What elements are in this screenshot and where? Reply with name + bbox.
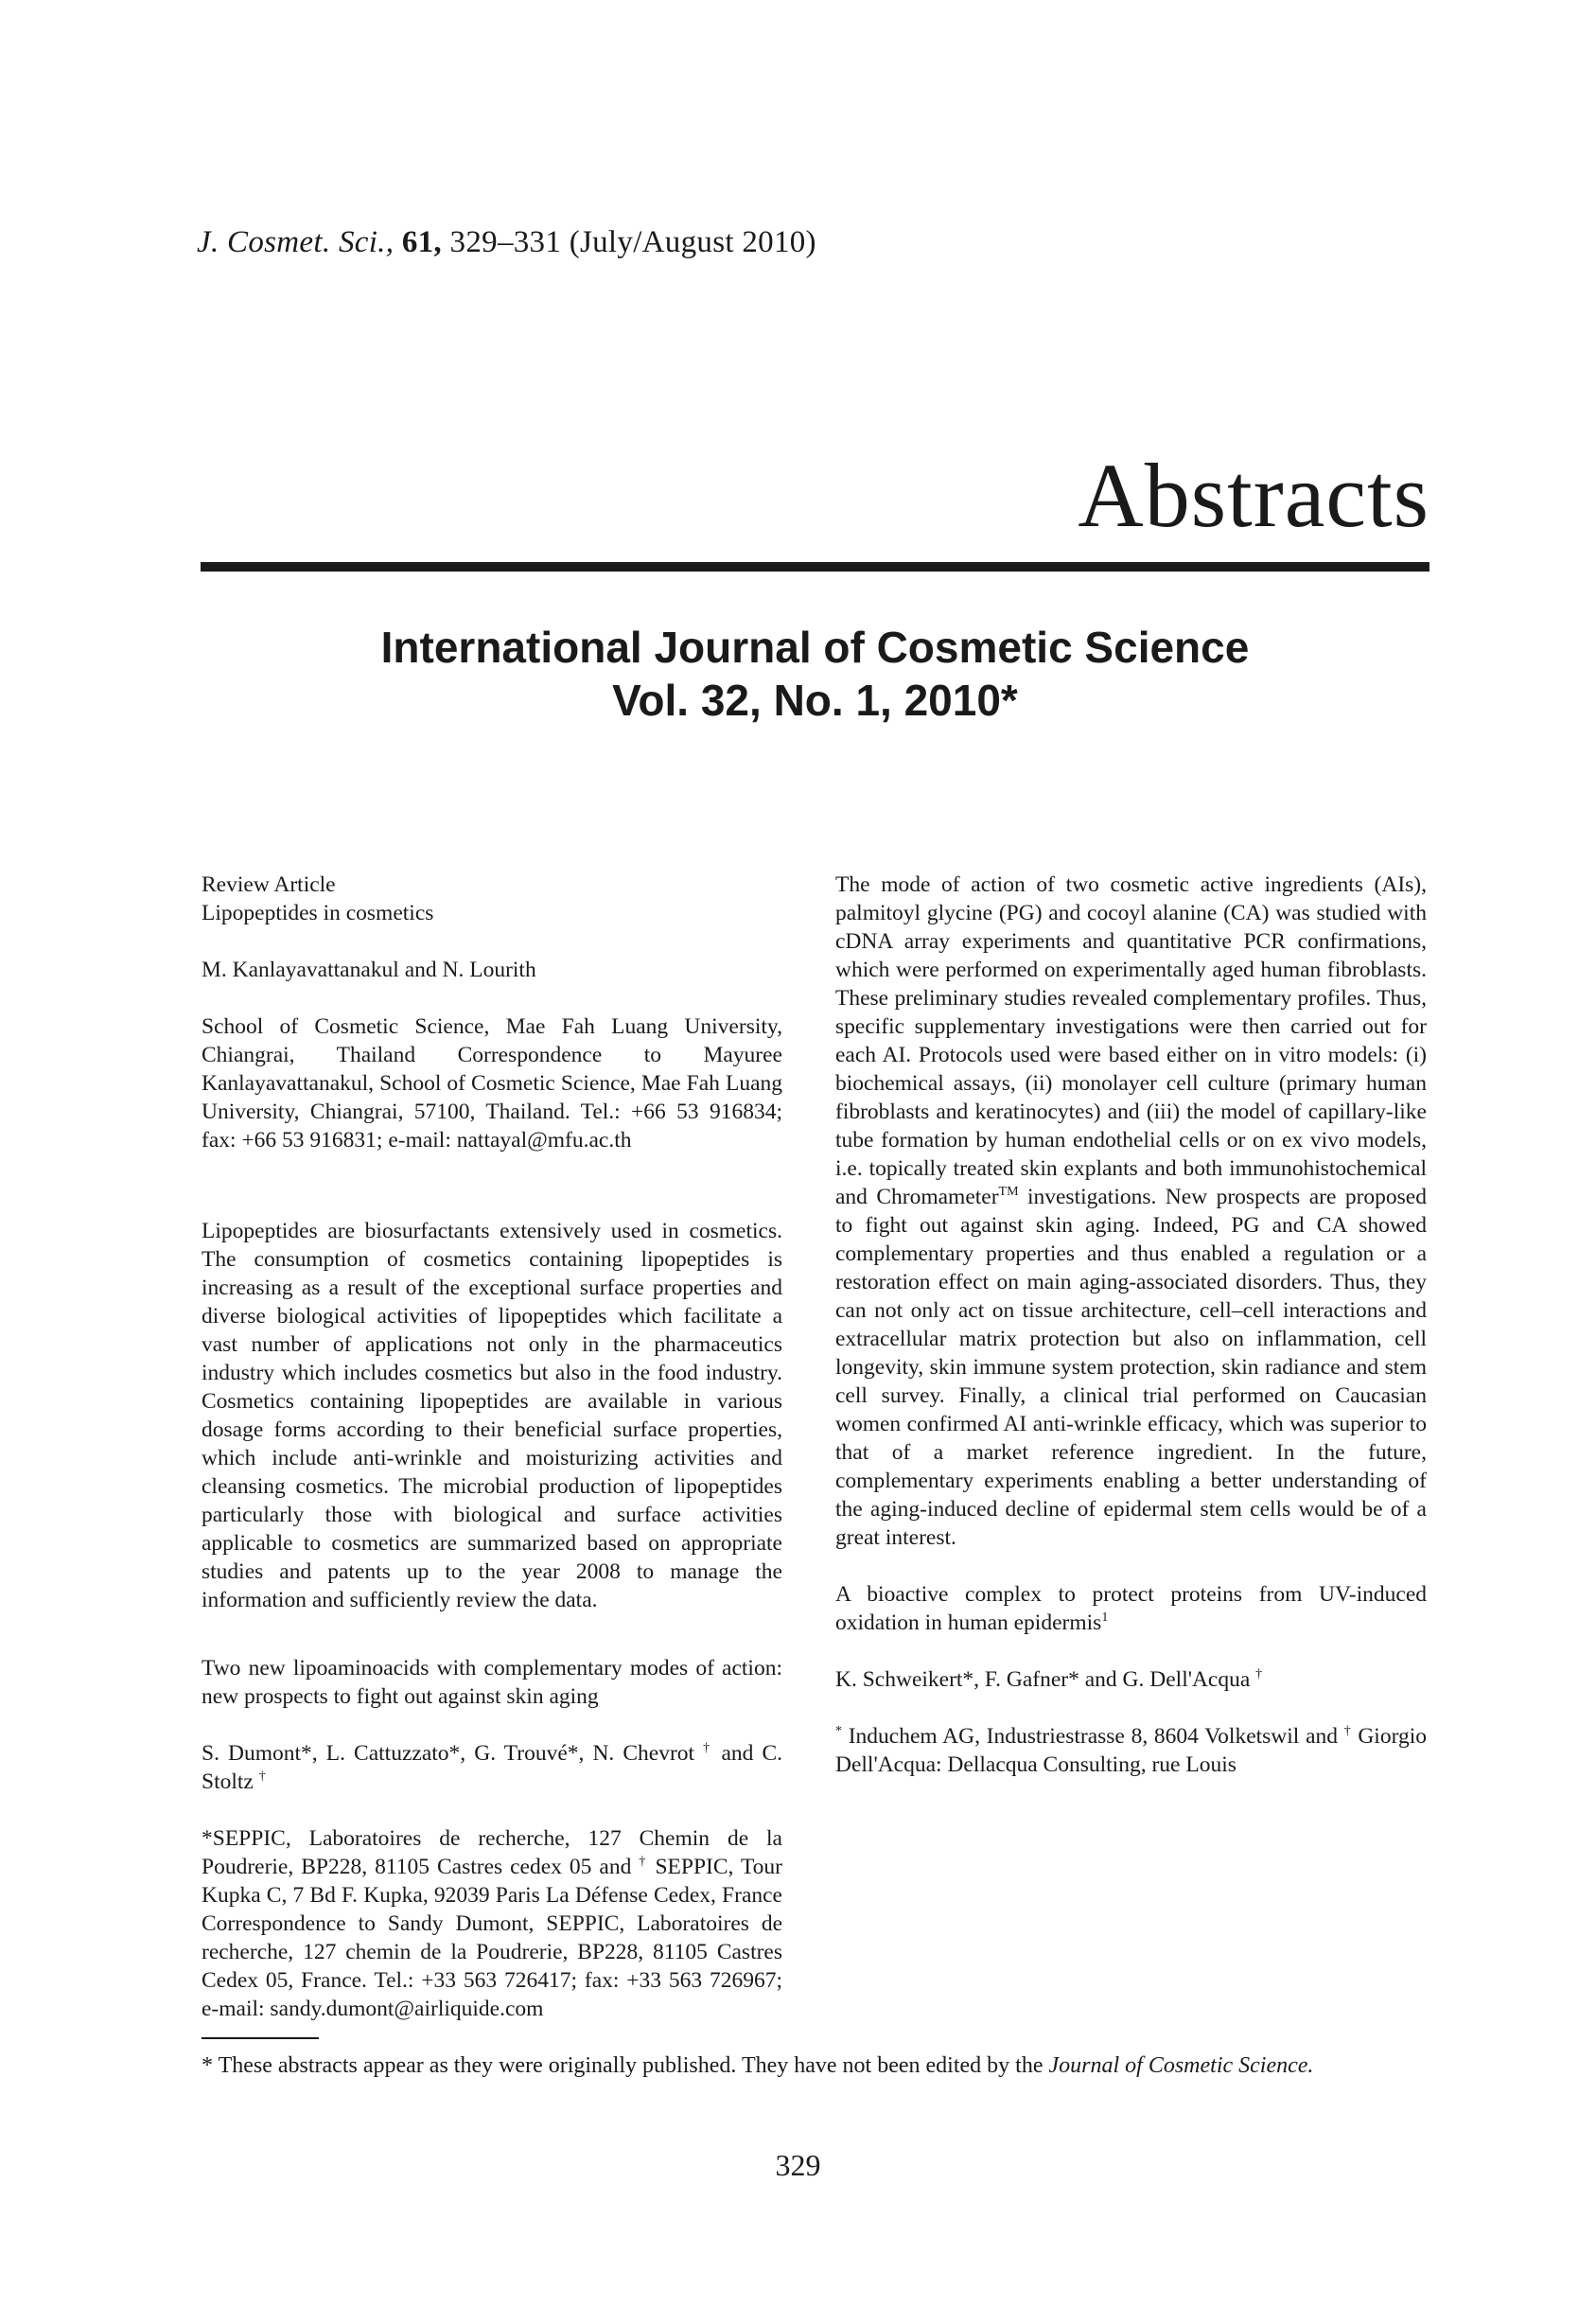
footnote-journal: Journal of Cosmetic Science. [1048,2053,1314,2078]
footnote: * These abstracts appear as they were originally published. They have not been edited by the Journal of Cosmetic Science. [202,2053,1314,2078]
right-column [835,871,1427,1779]
volume: 61, [401,225,442,259]
left-column [202,871,782,2023]
abstract2-body: The mode of action of two cosmetic active ingredients (AIs), palmitoyl glycine (PG) and cocoyl alanine (CA) was studied with cDNA array experiments and quantitative PCR confirmations, which were performed on experimentally aged human fibroblasts. These preliminary studies revealed complementary profiles. Thus, specific supplementary investigations were then carried out for each AI. Protocols used were based either on in vitro models: (i) biochemical assays, (ii) monolayer cell culture (primary human fibroblasts and keratinocytes) and (iii) the model of capillary-like tube formation by human endothelial cells or on ex vivo models, i.e. topically treated skin explants and both immunohistochemical and Chromameter™ investigations. New prospects are proposed to fight out against skin aging. Indeed, PG and CA showed complementary properties and thus enabled a regulation or a restoration effect on main aging-associated disorders. Thus, they can not only act on tissue architecture, cell–cell interactions and extracellular matrix protection but also on inflammation, cell longevity, skin immune system protection, skin radiance and stem cell survey. Finally, a clinical trial performed on Caucasian women confirmed AI anti-wrinkle efficacy, which was superior to that of a market reference ingredient. In the future, complementary experiments enabling a better understanding of the aging-induced decline of epidermal stem cells would be of a great interest. [835,872,1427,1550]
dagger-mark: † [639,1855,648,1870]
abstract3-affiliation: * Induchem AG, Industriestrasse 8, 8604 Volketswil and † Giorgio Dell'Acqua: Dellacqua Consulting, rue Louis [835,1724,1428,1777]
journal-abbrev: J. Cosmet. Sci., [197,225,395,259]
pages-date: 329–331 (July/August 2010) [449,225,816,259]
page-number: 329 [775,2148,821,2182]
abstract1-authors: M. Kanlayavattanakul and N. Lourith [202,958,536,982]
abstract2-title: Two new lipoaminoacids with complementary modes of action: new prospects to fight out against skin aging [202,1656,782,1709]
abstract1-type: Review Article [202,872,336,897]
abstract3-authors: K. Schweikert*, F. Gafner* and G. Dell'Acqua † [835,1667,1263,1692]
abstract1-title: Lipopeptides in cosmetics [202,901,434,925]
footnote-rule [202,2037,319,2039]
footnote-mark: 1 [1101,1611,1109,1626]
section-title: Abstracts [1078,445,1429,546]
running-head [197,225,816,260]
abstract1-affiliation: School of Cosmetic Science, Mae Fah Luang University, Chiangrai, Thailand Correspondence to Mayuree Kanlayavattanakul, School of Cosmetic Science, Mae Fah Luang University, Chiangrai, 57100, Thailand. Tel.: +66 53 916834; fax: +66 53 916831; e-mail: nattayal@mfu.ac.th [202,1014,782,1153]
dagger-mark: † [1343,1724,1352,1739]
star-mark: * [835,1724,842,1739]
abstract3-title: A bioactive complex to protect proteins from UV-induced oxidation in human epidermis$^1$ [835,1582,1427,1635]
dagger-mark: † [258,1769,266,1785]
dagger-mark: † [703,1741,713,1756]
title-rule [201,562,1429,572]
abstract2-affiliation-start: *SEPPIC, Laboratoires de recherche, 127 Chemin de la Poudrerie, BP228, 81105 Castres cedex 05 and † SEPPIC, Tour Kupka C, 7 Bd F. Kupka, 92039 Paris La Défense Cedex, France Correspondence to Sandy Dumont, SEPPIC, Laboratoires de recherche, 127 chemin de la Poudrerie, BP228, 81105 Castres Cedex 05, France. Tel.: +33 563 726417; fax: +33 563 726967; e-mail: sandy.dumont@airliquide.com [202,1826,783,2021]
dagger-mark: † [1255,1667,1263,1682]
trademark-mark: TM [998,1185,1019,1200]
journal-heading-volume: Vol. 32, No. 1, 2010* [612,676,1018,725]
abstract2-authors: S. Dumont*, L. Cattuzzato*, G. Trouvé*, N. Chevrot † and C. Stoltz † [202,1741,783,1794]
journal-heading [201,621,1429,727]
abstract1-body: Lipopeptides are biosurfactants extensively used in cosmetics. The consumption of cosmetics containing lipopeptides is increasing as a result of the exceptional surface properties and diverse biological activities of lipopeptides which facilitate a vast number of applications not only in the pharmaceutics industry which includes cosmetics but also in the food industry. Cosmetics containing lipopeptides are available in various dosage forms according to their beneficial surface properties, which include anti-wrinkle and moisturizing activities and cleansing cosmetics. The microbial production of lipopeptides particularly those with biological and surface activities applicable to cosmetics are summarized based on appropriate studies and patents up to the year 2008 to manage the information and sufficiently review the data. [202,1219,782,1612]
journal-heading-name: International Journal of Cosmetic Science [380,623,1250,672]
